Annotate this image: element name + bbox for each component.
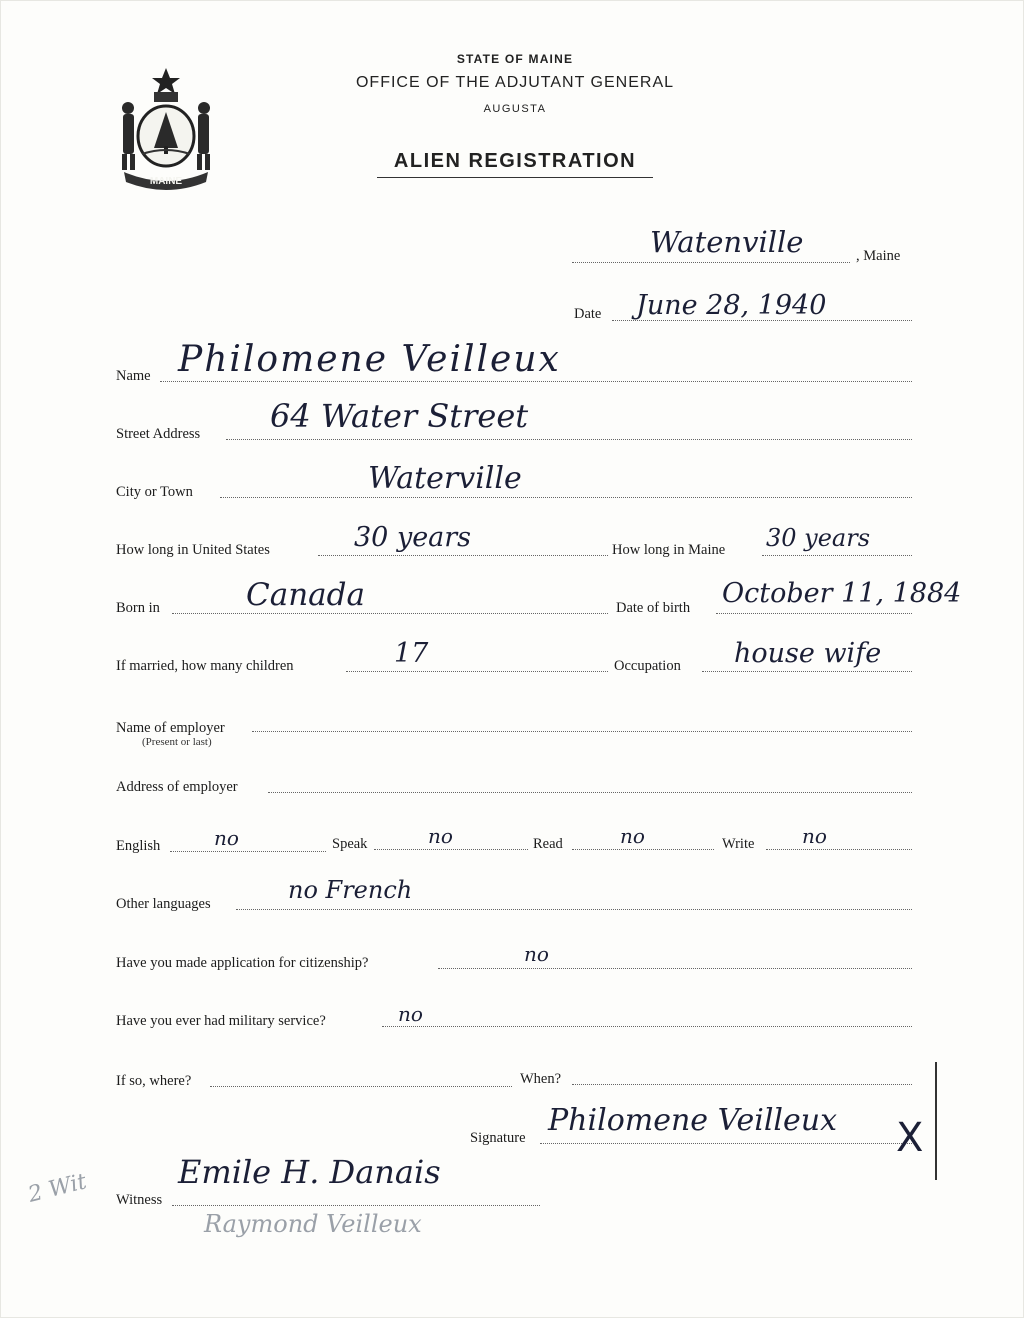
other-languages-value: no French xyxy=(288,876,413,904)
witness-value: Emile H. Danais xyxy=(178,1153,441,1191)
how-long-maine-line xyxy=(762,555,912,556)
city-heading: AUGUSTA xyxy=(483,103,547,115)
employer-name-label: Name of employer xyxy=(116,720,225,736)
english-value: no xyxy=(214,826,239,850)
title-underline xyxy=(377,177,653,178)
occupation-value: house wife xyxy=(734,638,882,669)
location-line xyxy=(572,262,850,263)
citizenship-value: no xyxy=(524,942,549,966)
margin-rule xyxy=(935,1062,937,1180)
speak-label: Speak xyxy=(332,836,368,852)
street-address-value: 64 Water Street xyxy=(270,397,529,435)
signature-line xyxy=(540,1143,912,1144)
how-long-us-label: How long in United States xyxy=(116,542,270,558)
military-value: no xyxy=(398,1002,423,1026)
signature-label: Signature xyxy=(470,1130,526,1146)
date-of-birth-value: October 11, 1884 xyxy=(722,578,962,609)
witness-label: Witness xyxy=(116,1192,163,1208)
street-address-label: Street Address xyxy=(116,426,201,442)
military-line xyxy=(382,1026,912,1027)
children-line xyxy=(346,671,608,672)
read-label: Read xyxy=(533,836,563,852)
employer-name-line xyxy=(252,731,912,732)
born-in-label: Born in xyxy=(116,600,160,616)
where-label: If so, where? xyxy=(116,1073,192,1089)
born-in-value: Canada xyxy=(246,577,365,613)
location-city-value: Watenville xyxy=(650,225,804,259)
english-line xyxy=(170,851,326,852)
born-in-line xyxy=(172,613,608,614)
speak-line xyxy=(374,849,528,850)
state-seal-emblem xyxy=(110,62,222,190)
write-value: no xyxy=(802,824,827,848)
other-languages-label: Other languages xyxy=(116,896,211,912)
write-label: Write xyxy=(722,836,755,852)
citizenship-line xyxy=(438,968,912,969)
how-long-maine-value: 30 years xyxy=(766,524,871,552)
city-town-value: Waterville xyxy=(368,461,522,496)
date-value: June 28, 1940 xyxy=(636,290,827,321)
read-value: no xyxy=(620,824,645,848)
employer-name-sublabel: (Present or last) xyxy=(142,736,212,748)
city-town-line xyxy=(220,497,912,498)
date-label: Date xyxy=(574,306,602,322)
when-line xyxy=(572,1084,912,1085)
margin-note: 2 Wit xyxy=(25,1169,90,1208)
signature-value: Philomene Veilleux xyxy=(548,1103,838,1138)
location-state-label: , Maine xyxy=(856,248,901,264)
date-of-birth-label: Date of birth xyxy=(616,600,691,616)
signature-x-mark: X xyxy=(896,1115,924,1161)
city-town-label: City or Town xyxy=(116,484,193,500)
how-long-us-value: 30 years xyxy=(354,522,472,553)
employer-address-line xyxy=(268,792,912,793)
how-long-maine-label: How long in Maine xyxy=(612,542,726,558)
how-long-us-line xyxy=(318,555,608,556)
employer-address-label: Address of employer xyxy=(116,779,238,795)
name-label: Name xyxy=(116,368,151,384)
name-line xyxy=(160,381,912,382)
svg-text:MAINE: MAINE xyxy=(149,176,183,187)
children-value: 17 xyxy=(394,638,429,669)
witness-line xyxy=(172,1205,540,1206)
other-languages-line xyxy=(236,909,912,910)
street-address-line xyxy=(226,439,912,440)
office-heading: OFFICE OF THE ADJUTANT GENERAL xyxy=(355,74,675,91)
second-witness-value: Raymond Veilleux xyxy=(204,1210,422,1238)
write-line xyxy=(766,849,912,850)
occupation-line xyxy=(702,671,912,672)
occupation-label: Occupation xyxy=(614,658,681,674)
speak-value: no xyxy=(428,824,453,848)
english-label: English xyxy=(116,838,161,854)
state-heading: STATE OF MAINE xyxy=(456,52,574,66)
children-label: If married, how many children xyxy=(116,658,294,674)
read-line xyxy=(572,849,714,850)
date-of-birth-line xyxy=(716,613,912,614)
citizenship-label: Have you made application for citizenship? xyxy=(116,955,369,971)
form-title: ALIEN REGISTRATION xyxy=(393,150,637,172)
military-label: Have you ever had military service? xyxy=(116,1013,326,1029)
name-value: Philomene Veilleux xyxy=(178,339,561,380)
where-line xyxy=(210,1086,512,1087)
when-label: When? xyxy=(520,1071,562,1087)
